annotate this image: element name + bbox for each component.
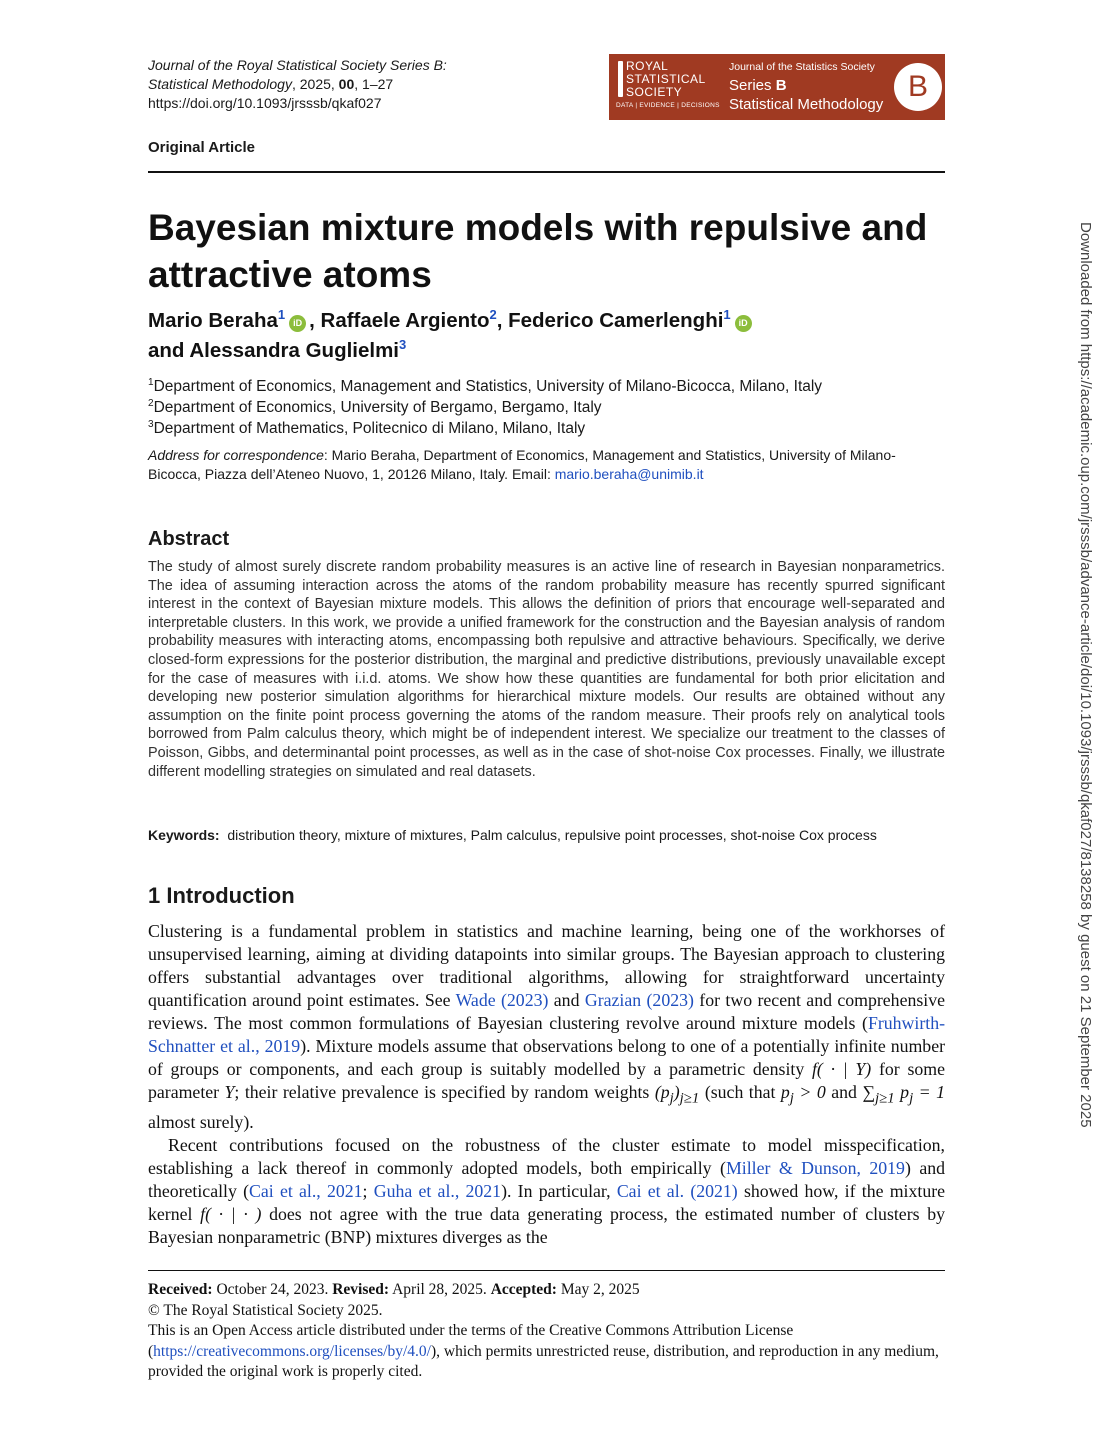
math: f( · | Y)	[811, 1059, 872, 1079]
citation-link[interactable]: Guha et al., 2021	[373, 1180, 502, 1201]
license-text: This is an Open Access article distributed under the terms of the Creative Commons Attribution License (https://creativecommons.org/licenses/by/4.0/), which permits unrestricted reuse, distribution, and reproduction in any medium, provided the original work is properly cited.	[148, 1322, 939, 1380]
affiliation-marker[interactable]: 2	[489, 307, 497, 322]
journal-name: Journal of the Royal Statistical Society Series B:	[148, 57, 447, 73]
rss-tagline: DATA | EVIDENCE | DECISIONS	[616, 102, 720, 109]
citation-link[interactable]: Grazian (2023)	[584, 990, 694, 1010]
banner-journal: Journal of the Statistics Society	[729, 61, 875, 73]
citation-link[interactable]: Cai et al. (2021)	[616, 1180, 738, 1201]
abstract-heading: Abstract	[148, 528, 230, 550]
journal-issue: Statistical Methodology, 2025, 00, 1–27	[148, 76, 394, 92]
banner-subtitle: Statistical Methodology	[729, 96, 884, 113]
license-link[interactable]: https://creativecommons.org/licenses/by/4.0/	[153, 1342, 431, 1360]
article-type: Original Article	[148, 139, 255, 156]
orcid-icon[interactable]: iD	[289, 315, 306, 332]
math: $\sum_{j\ge 1}$ $p_j = 1$	[862, 1082, 945, 1107]
email-link[interactable]: mario.beraha@unimib.it	[554, 466, 704, 482]
rss-society-name: ROYAL STATISTICAL SOCIETY	[626, 59, 706, 99]
author-list	[148, 306, 938, 366]
header-divider	[148, 171, 945, 173]
affiliation-item: $^2$Department of Economics, University of Bergamo, Bergamo, Italy	[148, 398, 602, 416]
paragraph: Recent contributions focused on the robustness of the cluster estimate to model misspecification, establishing a lack thereof in commonly adopted models, both empirically (Miller & Dunson, 2019) and theoretically (Cai et al., 2021; Guha et al., 2021). In particular, Cai et al. (2021) showed how, if the mixture kernel f( · | · ) does not agree with the true data generating process, the estimated number of clusters by Bayesian nonparametric (BNP) mixtures diverges as the	[148, 1134, 946, 1247]
paragraph: Clustering is a fundamental problem in statistics and machine learning, being one of the workhorses of unsupervised learning, aiming at dividing datapoints into similar groups. The Bayesian approach to clustering offers substantial advantages over traditional algorithms, allowing for straightforward uncertainty quantification around point estimates. See Wade (2023) and Grazian (2023) for two recent and comprehensive reviews. The most common formulations of Bayesian clustering revolve around mixture models (Fruhwirth-Schnatter et al., 2019). Mixture models assume that observations belong to one of a potentially infinite number of groups or components, and each group is suitably modelled by a parametric density f( · | Y) for some parameter Y; their relative prevalence is specified by random weights $(p_j)_{j\ge 1}$ (such that $p_j > 0$ and $\sum_{j\ge 1}$ $p_j = 1$ almost surely).	[148, 921, 946, 1132]
citation-link[interactable]: Fruhwirth-Schnatter et al., 2019	[148, 1013, 945, 1056]
footer-notes	[148, 1280, 945, 1383]
affiliation-item: $^1$Department of Economics, Management and Statistics, University of Milano-Bicocca, Milano, Italy	[148, 377, 823, 395]
doi-link[interactable]: https://doi.org/10.1093/jrsssb/qkaf027	[148, 95, 382, 111]
affiliation-marker[interactable]: 3	[399, 337, 407, 352]
affiliation-item: $^3$Department of Mathematics, Politecnico di Milano, Milano, Italy	[148, 419, 586, 437]
journal-banner	[609, 54, 945, 120]
author-name: , Raffaele Argiento	[309, 309, 490, 332]
rss-logo-bar	[618, 61, 623, 97]
download-watermark: Downloaded from https://academic.oup.com/jrsssb/advance-article/doi/10.1093/jrsssb/qkaf027/8138258 by guest on 21 September 2025	[1077, 222, 1094, 1128]
banner-series: Series B	[729, 77, 787, 94]
keywords: Keywords: distribution theory, mixture of mixtures, Palm calculus, repulsive point processes, shot-noise Cox process	[148, 827, 877, 843]
orcid-icon[interactable]: iD	[735, 315, 752, 332]
author-name: Mario Beraha	[148, 309, 278, 332]
math: f( · | · )	[200, 1203, 262, 1224]
math: $p_j > 0$	[780, 1082, 826, 1107]
correspondence-address: Address for correspondence: Mario Beraha, Department of Economics, Management and Statistics, University of Milano-Bicocca, Piazza dell’Ateneo Nuovo, 1, 20126 Milano, Italy. Email: mario.beraha@unimib.it	[148, 447, 896, 482]
series-b-logo: B	[894, 63, 942, 111]
affiliation-marker[interactable]: 1	[277, 307, 286, 322]
citation-link[interactable]: Cai et al., 2021	[249, 1180, 363, 1201]
affiliation-marker[interactable]: 1	[723, 307, 731, 322]
author-name: , Federico Camerlenghi	[496, 309, 724, 332]
paper-title: Bayesian mixture models with repulsive and attractive atoms	[148, 207, 928, 295]
affiliation-list	[148, 376, 822, 439]
section-heading: 1 Introduction	[148, 883, 295, 908]
citation-link[interactable]: Miller & Dunson, 2019	[725, 1157, 905, 1178]
copyright-line: © The Royal Statistical Society 2025.	[148, 1301, 383, 1319]
citation-link[interactable]: Wade (2023)	[455, 990, 549, 1010]
intro-body	[148, 920, 945, 1249]
journal-citation	[148, 56, 447, 113]
dates-line: Received: October 24, 2023. Revised: April 28, 2025. Accepted: May 2, 2025	[148, 1281, 640, 1298]
footer-divider	[148, 1270, 945, 1271]
author-name: and Alessandra Guglielmi	[148, 339, 400, 362]
math: Y	[224, 1082, 235, 1102]
math: $(p_j)_{j\ge 1}$	[654, 1082, 700, 1107]
abstract-text: The study of almost surely discrete random probability measures is an active line of research in Bayesian nonparametrics. The idea of assuming interaction across the atoms of the random probability measure has recently spurred significant interest in the context of Bayesian mixture models. This allows the definition of priors that encourage well-separated and interpretable clusters. In this work, we provide a unified framework for the construction and the Bayesian analysis of random probability measures with interacting atoms, encompassing both repulsive and attractive behaviours. Specifically, we derive closed-form expressions for the posterior distribution, the marginal and predictive distributions, previously unavailable except for the case of measures with i.i.d. atoms. We show how these quantities are fundamental for both prior elicitation and developing new posterior simulation algorithms for hierarchical mixture models. Our results are obtained without any assumption on the finite point process governing the atoms of the random measure. Their proofs rely on analytical tools borrowed from Palm calculus theory, which might be of independent interest. We specialize our treatment to the classes of Poisson, Gibbs, and determinantal point processes, as well as in the case of shot-noise Cox processes. Finally, we illustrate different modelling strategies on simulated and real datasets.	[148, 559, 945, 780]
